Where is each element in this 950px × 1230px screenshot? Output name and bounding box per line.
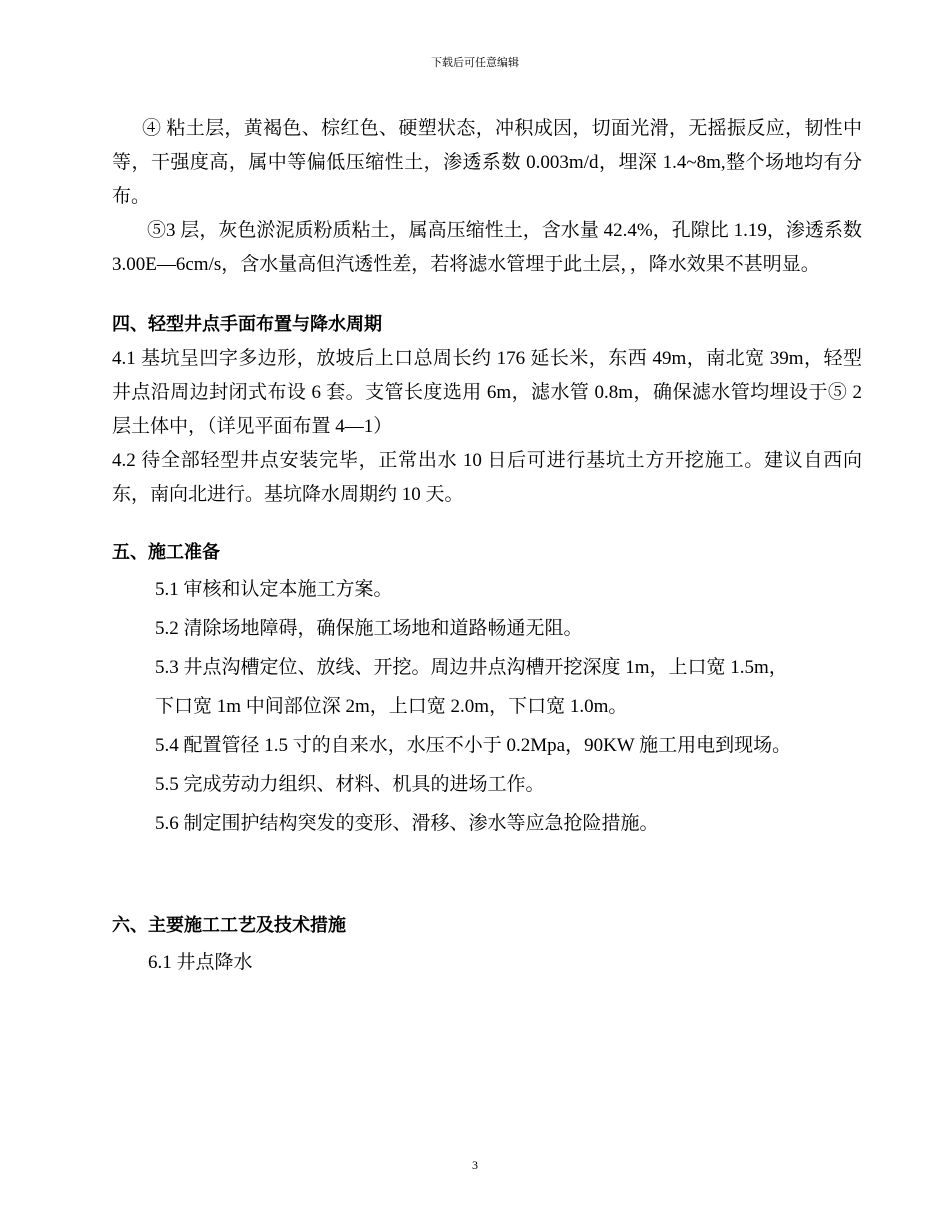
spacer [112,512,862,536]
document-body [112,112,862,982]
section-heading-5: 五、施工准备 [112,542,220,563]
paragraph-4-1: 4.1 基坑呈凹字多边形，放坡后上口总周长约 176 延长米，东西 49m，南北宽 39m，轻型井点沿周边封闭式布设 6 套。支管长度选用 6m，滤水管 0.8m，确保滤水管均埋设于⑤ 2 层土体中，（详见平面布置 4—1） [112,348,862,437]
page-number: 3 [472,1158,478,1172]
list-item-5-4: 5.4 配置管径 1.5 寸的自来水，水压不小于 0.2Mpa，90KW 施工用电到现场。 [155,735,792,756]
list-item-5-2: 5.2 清除场地障碍，确保施工场地和道路畅通无阻。 [155,618,583,639]
list-item-5-6: 5.6 制定围护结构突发的变形、滑移、渗水等应急抢险措施。 [155,813,659,834]
page-header: 下载后可任意编辑 [431,57,519,69]
paragraph-4-2: 4.2 待全部轻型井点安装完毕，正常出水 10 日后可进行基坑土方开挖施工。建议自西向东，南向北进行。基坑降水周期约 10 天。 [112,450,862,505]
section-heading-4: 四、轻型井点手面布置与降水周期 [112,314,382,335]
subsection-6-1: 6.1 井点降水 [148,952,253,973]
list-item-5-5: 5.5 完成劳动力组织、材料、机具的进场工作。 [155,774,545,795]
list-item-5-3: 5.3 井点沟槽定位、放线、开挖。周边井点沟槽开挖深度 1m，上口宽 1.5m，下口宽 1m 中间部位深 2m，上口宽 2.0m，下口宽 1.0m。 [155,657,788,717]
list-item-5-1: 5.1 审核和认定本施工方案。 [155,579,393,600]
spacer [112,843,862,909]
section-heading-6: 六、主要施工工艺及技术措施 [112,915,346,936]
paragraph-clay-layer: ④ 粘土层，黄褐色、棕红色、硬塑状态，冲积成因，切面光滑，无摇振反应，韧性中等，干强度高，属中等偏低压缩性土，渗透系数 0.003m/d，埋深 1.4~8m,整个场地均有分布。 [112,118,862,207]
spacer [112,282,862,308]
paragraph-silty-clay-layer: ⑤3 层，灰色淤泥质粉质粘土，属高压缩性土，含水量 42.4%，孔隙比 1.19，渗透系数 3.00E—6cm/s，含水量高但汽透性差，若将滤水管埋于此土层，，降水效果不甚明显。 [112,220,862,275]
